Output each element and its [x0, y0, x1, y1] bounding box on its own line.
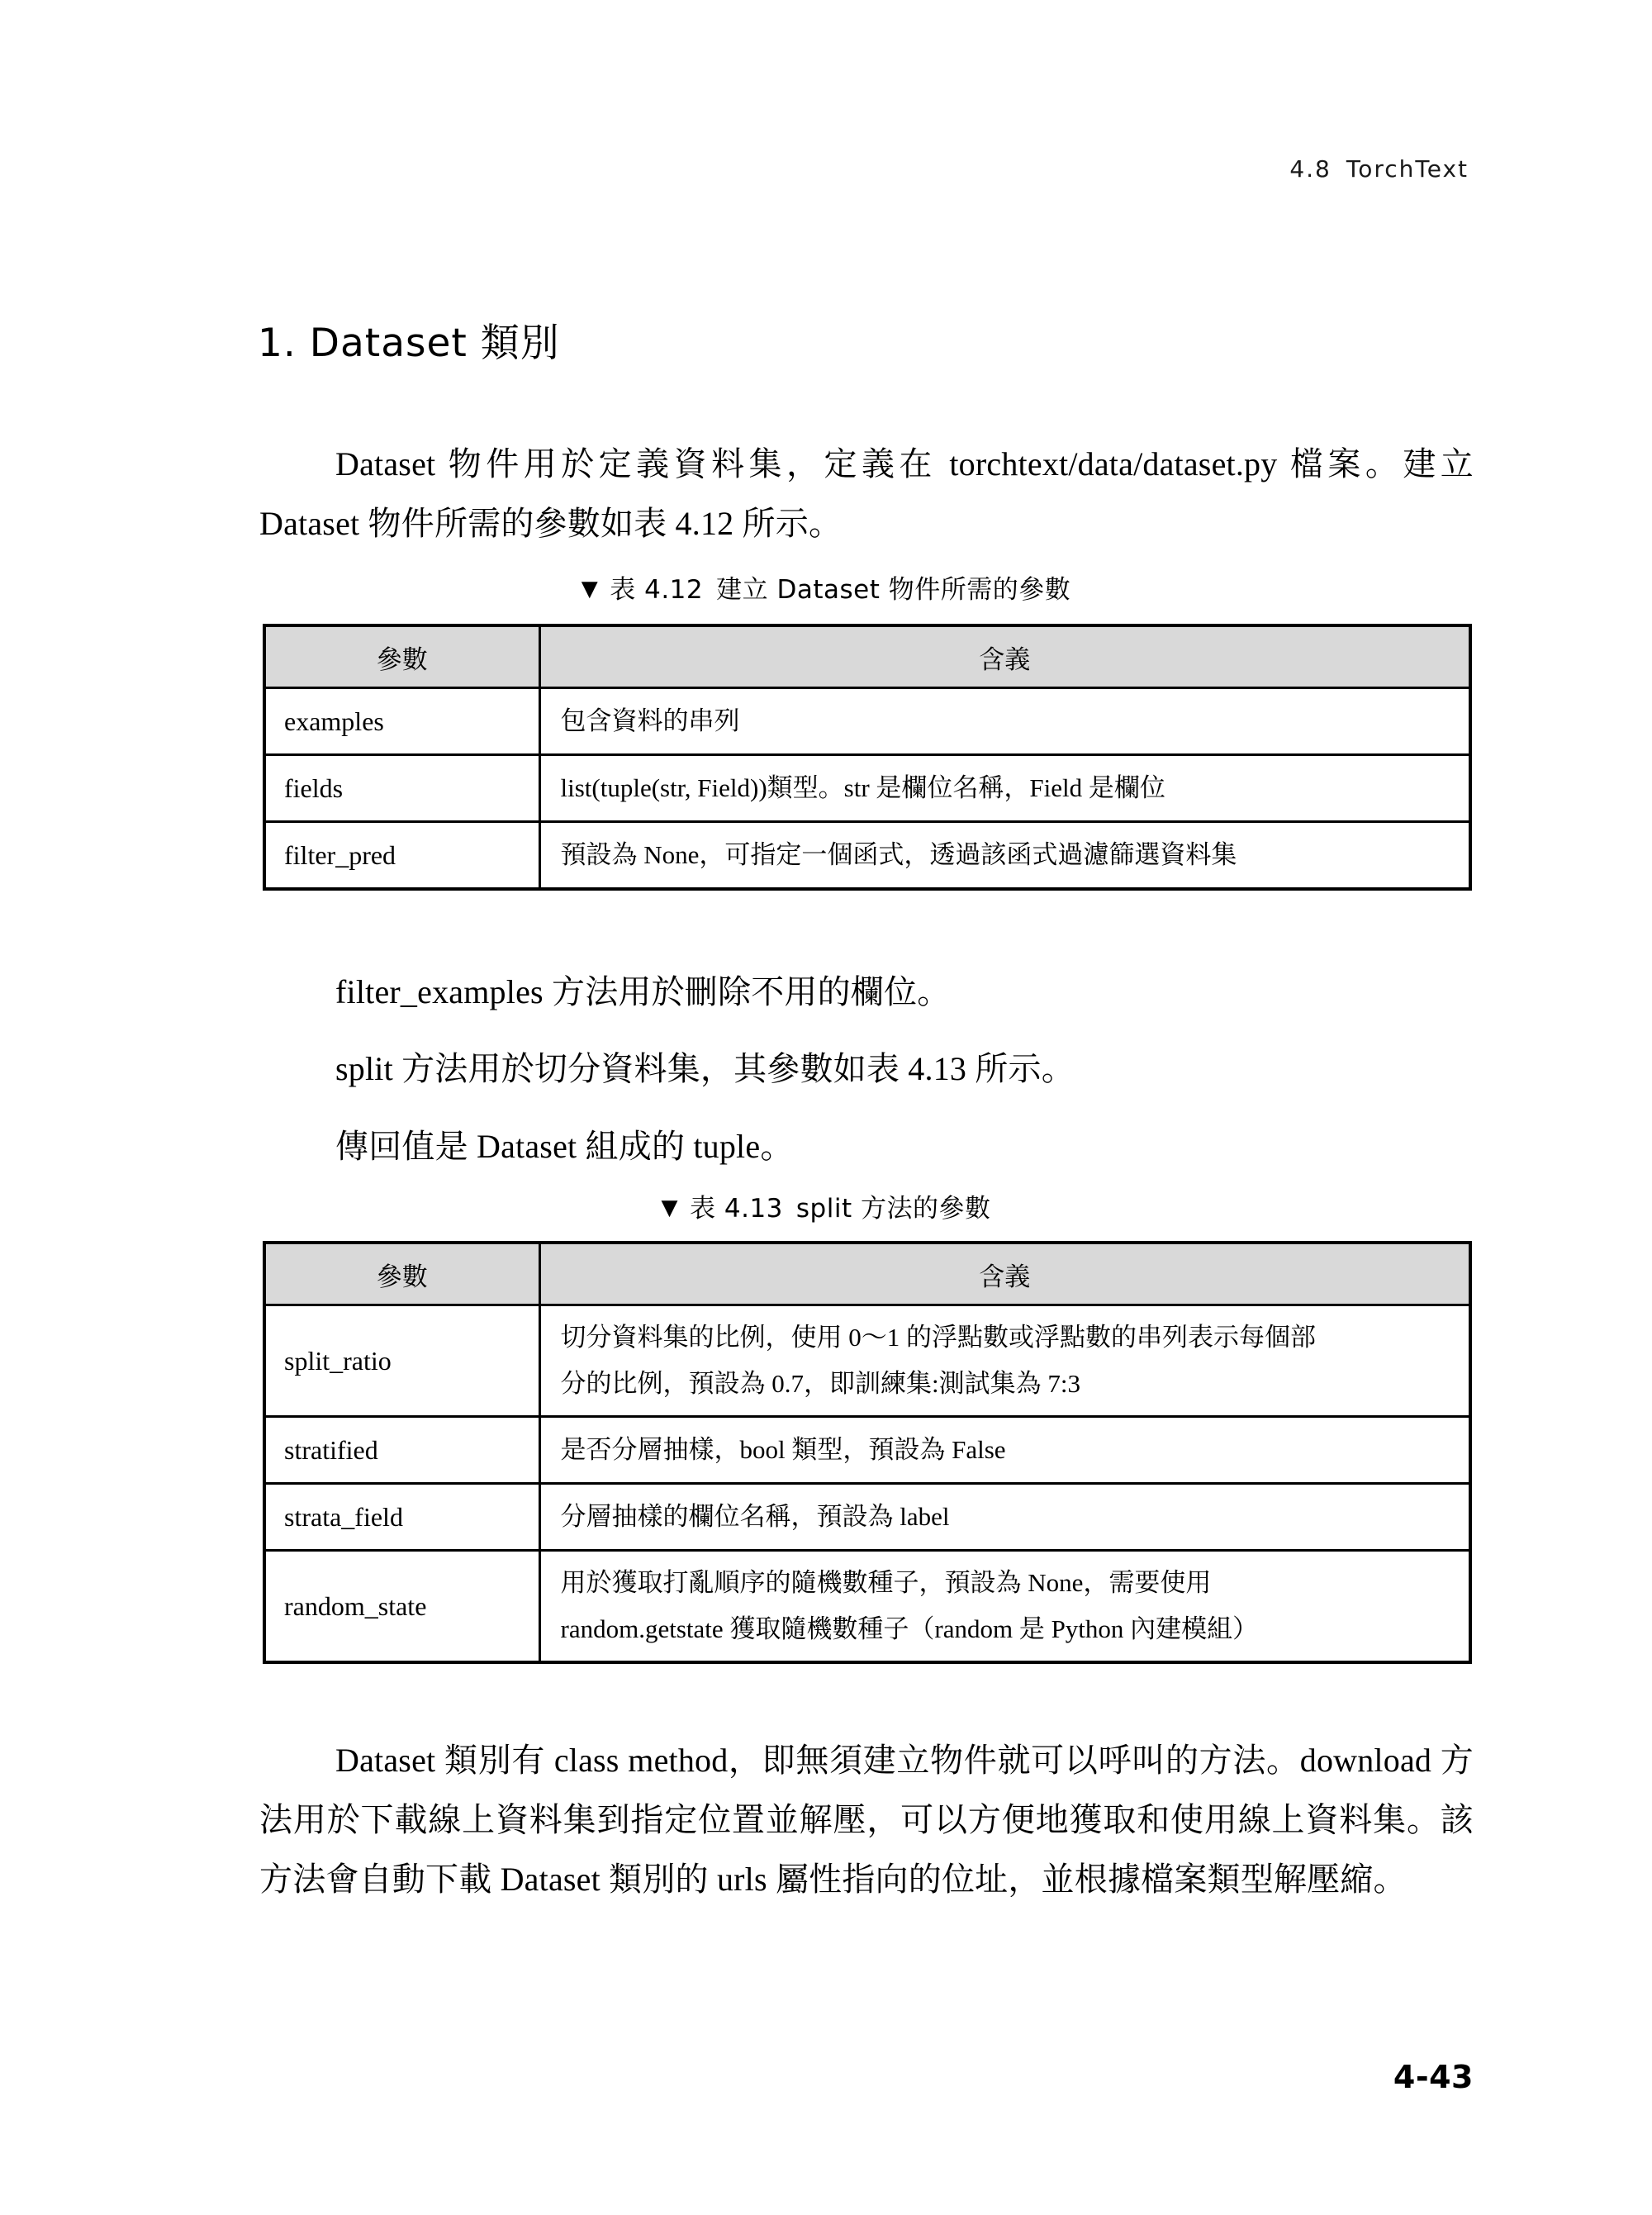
cell-line: 包含資料的串列 [560, 706, 740, 735]
table-412-param-2: filter_pred [264, 822, 539, 890]
table-413-header-row [264, 1243, 1470, 1305]
table-412-param-1: fields [264, 755, 539, 822]
table-row [264, 755, 1470, 822]
triangle-down-icon: ▼ [661, 1195, 679, 1220]
table-413-desc-1 [539, 1417, 1470, 1484]
triangle-down-icon: ▼ [581, 577, 599, 601]
table-413-header-param: 參數 [264, 1243, 539, 1305]
paragraph-return-value: 傳回值是 Dataset 組成的 tuple。 [335, 1128, 794, 1165]
table-caption-412-title: 建立 Dataset 物件所需的參數 [716, 575, 1071, 605]
page-title: 1. Dataset 類別 [258, 321, 560, 366]
table-row [264, 822, 1470, 890]
cell-line: 是否分層抽樣，bool 類型，預設為 False [560, 1435, 1006, 1464]
cell-line: 分的比例，預設為 0.7，即訓練集:測試集為 7:3 [560, 1369, 1080, 1398]
table-413-param-3: random_state [264, 1551, 539, 1663]
table-caption-412-number: 表 4.12 [610, 575, 704, 605]
running-head-number: 4.8 [1289, 155, 1332, 183]
table-row [264, 688, 1470, 755]
table-caption-413-title: split 方法的參數 [795, 1194, 991, 1224]
table-row [264, 1484, 1470, 1551]
table-412 [263, 624, 1472, 891]
paragraph-intro: Dataset 物件用於定義資料集，定義在 torchtext/data/dataset.py 檔案。建立 Dataset 物件所需的參數如表 4.12 所示。 [259, 445, 1474, 542]
page-number: 4-43 [1393, 2059, 1474, 2095]
cell-line: 預設為 None，可指定一個函式，透過該函式過濾篩選資料集 [560, 840, 1237, 869]
table-412-param-0: examples [264, 688, 539, 755]
table-413 [263, 1241, 1472, 1664]
table-caption-413-number: 表 4.13 [690, 1194, 783, 1224]
table-413-desc-0 [539, 1305, 1470, 1417]
cell-line: 用於獲取打亂順序的隨機數種子，預設為 None，需要使用 [560, 1568, 1212, 1597]
table-row [264, 1417, 1470, 1484]
cell-line: 分層抽樣的欄位名稱，預設為 label [560, 1502, 950, 1531]
table-412-header-desc: 含義 [539, 625, 1470, 688]
table-413-param-0: split_ratio [264, 1305, 539, 1417]
table-413-param-2: strata_field [264, 1484, 539, 1551]
cell-line: 切分資料集的比例，使用 0～1 的浮點數或浮點數的串列表示每個部 [560, 1323, 1316, 1352]
cell-line: random.getstate 獲取隨機數種子（random 是 Python 內建模組） [560, 1614, 1259, 1643]
table-413-param-1: stratified [264, 1417, 539, 1484]
paragraph-final: Dataset 類別有 class method，即無須建立物件就可以呼叫的方法。download 方法用於下載線上資料集到指定位置並解壓，可以方便地獲取和使用線上資料集。該方法會自動下載 Dataset 類別的 urls 屬性指向的位址，並根據檔案類型解壓縮。 [259, 1742, 1474, 1898]
table-412-header-row [264, 625, 1470, 688]
table-caption-412 [0, 568, 1652, 606]
table-413-desc-3 [539, 1551, 1470, 1663]
table-caption-413 [0, 1187, 1652, 1224]
table-413-header-desc: 含義 [539, 1243, 1470, 1305]
running-head [1289, 155, 1469, 183]
table-413-desc-2 [539, 1484, 1470, 1551]
cell-line: list(tuple(str, Field))類型。str 是欄位名稱，Field 是欄位 [560, 773, 1165, 802]
running-head-title: TorchText [1346, 155, 1469, 183]
table-412-desc-0 [539, 688, 1470, 755]
table-412-header-param: 參數 [264, 625, 539, 688]
table-row [264, 1305, 1470, 1417]
table-412-desc-1 [539, 755, 1470, 822]
table-row [264, 1551, 1470, 1663]
table-412-desc-2 [539, 822, 1470, 890]
paragraph-filter-examples: filter_examples 方法用於刪除不用的欄位。 [335, 973, 951, 1010]
paragraph-split: split 方法用於切分資料集，其參數如表 4.13 所示。 [335, 1050, 1075, 1087]
